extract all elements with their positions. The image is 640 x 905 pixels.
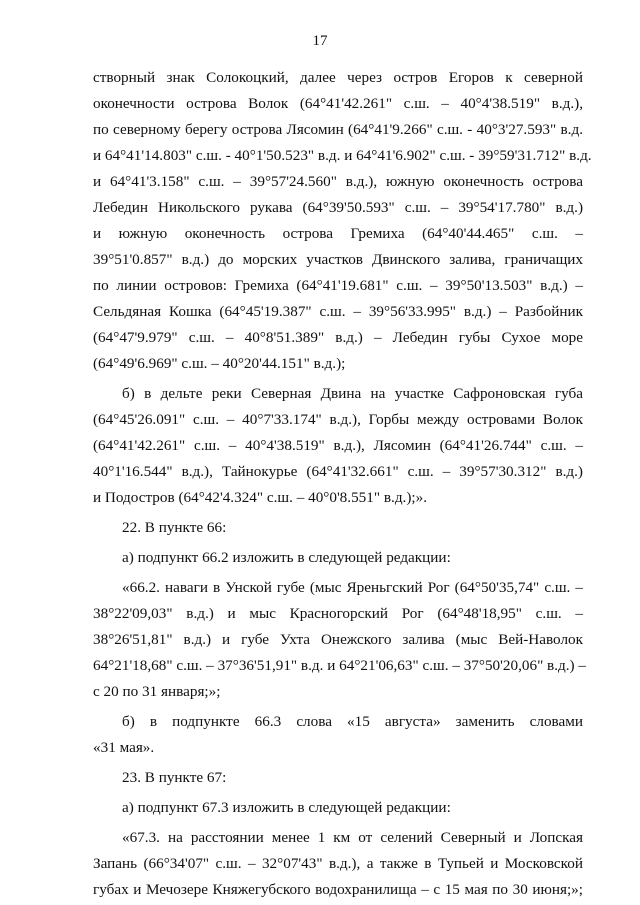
text-line: б) в подпункте 66.3 слова «15 августа» заменить словами [122, 713, 583, 730]
text-line: 64°21'18,68" с.ш. – 37°36'51,91" в.д. и 64°21'06,63" с.ш. – 37°50'20,06" в.д.) – [93, 657, 587, 674]
text-line: оконечности острова Волок (64°41'42.261" с.ш. – 40°4'38.519" в.д.), [93, 95, 583, 112]
text-line: Запань (66°34'07" с.ш. – 32°07'43" в.д.), а также в Тупьей и Московской [93, 855, 583, 872]
text-line: и Подостров (64°42'4.324" с.ш. – 40°0'8.551" в.д.);». [93, 489, 428, 506]
text-line: с 20 по 31 января;»; [93, 683, 221, 700]
text-line: «31 мая». [93, 739, 155, 756]
page-number: 17 [312, 33, 328, 49]
text-line: (64°49'6.969" с.ш. – 40°20'44.151" в.д.); [93, 355, 346, 372]
text-line: «66.2. наваги в Унской губе (мыс Яреньгский Рог (64°50'35,74" с.ш. – [122, 579, 583, 596]
text-line: 40°1'16.544" в.д.), Тайнокурье (64°41'32.661" с.ш. – 39°57'30.312" в.д.) [93, 463, 583, 480]
text-line: 22. В пункте 66: [122, 519, 227, 536]
text-line: (64°41'42.261" с.ш. – 40°4'38.519" в.д.), Лясомин (64°41'26.744" с.ш. – [93, 437, 583, 454]
text-line: (64°47'9.979" с.ш. – 40°8'51.389" в.д.) – Лебедин губы Сухое море [93, 329, 583, 346]
text-line: а) подпункт 67.3 изложить в следующей редакции: [122, 799, 451, 816]
text-line: 38°26'51,81" в.д.) и губе Ухта Онежского залива (мыс Вей-Наволок [93, 631, 583, 648]
text-line: Лебедин Никольского рукава (64°39'50.593" с.ш. – 39°54'17.780" в.д.) [93, 199, 583, 216]
text-line: и 64°41'14.803" с.ш. - 40°1'50.523" в.д. и 64°41'6.902" с.ш. - 39°59'31.712" в.д. [93, 147, 592, 164]
text-line: б) в дельте реки Северная Двина на участке Сафроновская губа [122, 385, 583, 402]
text-line: Сельдяная Кошка (64°45'19.387" с.ш. – 39°56'33.995" в.д.) – Разбойник [93, 303, 583, 320]
text-line: по линии островов: Гремиха (64°41'19.681" с.ш. – 39°50'13.503" в.д.) – [93, 277, 583, 294]
text-line: и южную оконечность острова Гремиха (64°40'44.465" с.ш. – [93, 225, 583, 242]
text-line: губах и Мечозере Княжегубского водохранилища – с 15 мая по 30 июня;»; [93, 881, 583, 898]
text-line: 39°51'0.857" в.д.) до морских участков Двинского залива, граничащих [93, 251, 583, 268]
text-line: и 64°41'3.158" с.ш. – 39°57'24.560" в.д.), южную оконечность острова [93, 173, 583, 190]
text-line: по северному берегу острова Лясомин (64°41'9.266" с.ш. - 40°3'27.593" в.д. [93, 121, 583, 138]
text-line: створный знак Солокоцкий, далее через остров Егоров к северной [93, 69, 583, 86]
text-line: (64°45'26.091" с.ш. – 40°7'33.174" в.д.), Горбы между островами Волок [93, 411, 583, 428]
text-line: «67.3. на расстоянии менее 1 км от селений Северный и Лопская [122, 829, 583, 846]
text-line: 38°22'09,03" в.д.) и мыс Красногорский Рог (64°48'18,95" с.ш. – [93, 605, 583, 622]
text-line: 23. В пункте 67: [122, 769, 227, 786]
text-line: а) подпункт 66.2 изложить в следующей редакции: [122, 549, 451, 566]
